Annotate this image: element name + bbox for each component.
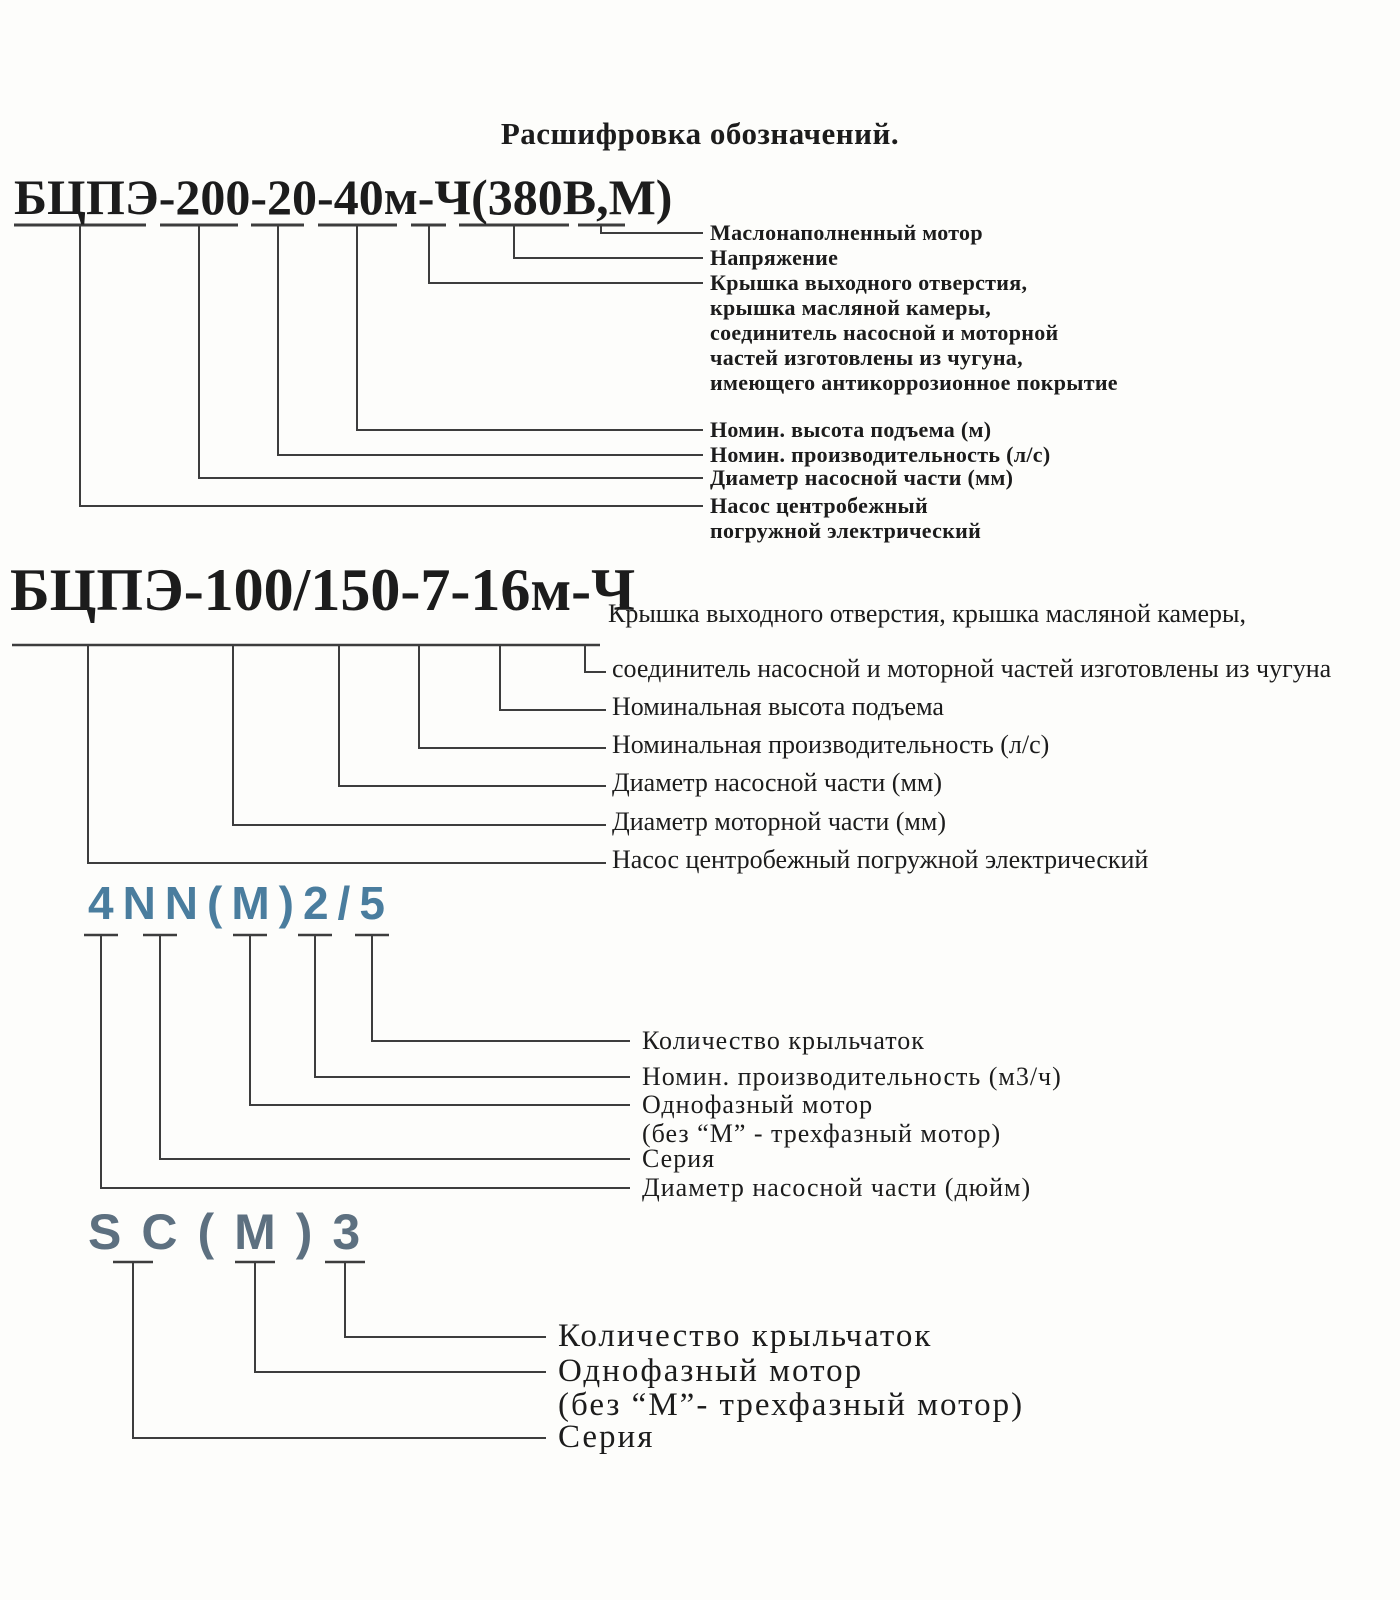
label-series: Серия [642,1144,716,1173]
label-impeller-count: Количество крыльчаток [558,1318,933,1354]
label-single-phase-motor: Однофазный мотор [558,1353,864,1389]
label-nominal-capacity: Номин. производительность (л/с) [710,442,1051,467]
label-cover-line-1: Крышка выходного отверстия, крышка масляной камеры, [608,599,1246,628]
label-pump-part-diameter: Диаметр насосной части (мм) [710,465,1014,490]
label-impeller-count: Количество крыльчаток [642,1026,925,1055]
label-pump-type-line-1: Насос центробежный [710,493,928,518]
label-cover-line-3: соединитель насосной и моторной [710,320,1059,345]
diagram4-connectors [133,1262,546,1438]
label-cover-line-2: крышка масляной камеры, [710,295,992,320]
label-single-phase-motor: Однофазный мотор [642,1090,874,1119]
label-pump-part-diameter-inch: Диаметр насосной части (дюйм) [642,1173,1032,1202]
label-series: Серия [558,1419,655,1455]
label-motor-part-diameter: Диаметр моторной части (мм) [612,807,946,836]
diagram1-connectors [80,225,703,506]
label-three-phase-note: (без “М” - трехфазный мотор) [642,1119,1002,1148]
label-nominal-head: Номинальная высота подъема [612,692,944,721]
label-nominal-head: Номин. высота подъема (м) [710,417,992,442]
label-nominal-capacity: Номинальная производительность (л/с) [612,730,1050,759]
label-pump-type-line-2: погружной электрический [710,518,982,543]
model-code-4nn: 4NN(M)2/5 [88,877,394,929]
diagram2-connectors [88,645,606,863]
page-title: Расшифровка обозначений. [500,116,900,151]
label-cover-line-4: частей изготовлены из чугуна, [710,345,1023,370]
label-pump-type: Насос центробежный погружной электрический [612,845,1149,874]
label-oil-filled-motor: Маслонаполненный мотор [710,220,983,245]
model-code-bcpe-100-150: БЦПЭ-100/150-7-16м-Ч [10,557,636,623]
model-code-bcpe-200: БЦПЭ-200-20-40м-Ч(380В,М) [14,169,673,225]
label-cover-line-1: Крышка выходного отверстия, [710,270,1028,295]
label-cover-line-5: имеющего антикоррозионное покрытие [710,370,1118,395]
label-pump-part-diameter: Диаметр насосной части (мм) [612,768,943,797]
diagram3-connectors [101,935,630,1188]
label-nominal-capacity: Номин. производительность (м3/ч) [642,1062,1062,1091]
label-three-phase-note: (без “М”- трехфазный мотор) [558,1387,1025,1423]
label-cover-line-2: соединитель насосной и моторной частей изготовлены из чугуна [612,654,1332,683]
label-voltage: Напряжение [710,245,839,270]
model-code-scm3: SC(M)3 [88,1204,381,1260]
